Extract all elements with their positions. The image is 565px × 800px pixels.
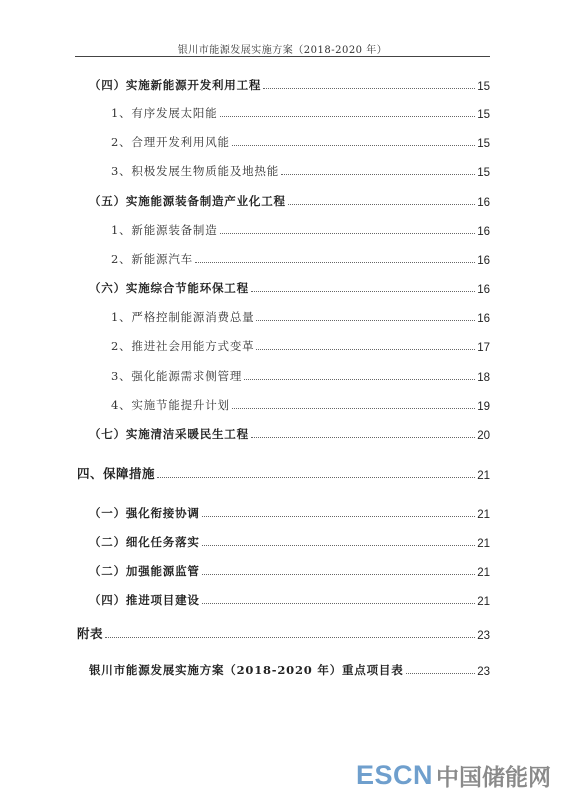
toc-dot-leader <box>220 116 476 117</box>
toc-entry-title: （二）细化任务落实 <box>89 535 200 549</box>
toc-entry[interactable] <box>89 561 490 579</box>
escn-watermark <box>356 759 551 792</box>
watermark-en: ESCN <box>355 760 433 790</box>
toc-page-number: 23 <box>477 666 490 678</box>
running-header: 银川市能源发展实施方案（2018-2020 年） <box>177 45 388 56</box>
toc-dot-leader <box>232 145 475 146</box>
toc-entry[interactable] <box>89 278 490 296</box>
toc-entry[interactable] <box>77 624 490 642</box>
toc-entry-title: （四）推进项目建设 <box>89 593 200 607</box>
toc-entry-title: 1、有序发展太阳能 <box>111 106 218 120</box>
toc-entry[interactable] <box>111 249 490 267</box>
toc-entry[interactable] <box>111 307 490 325</box>
toc-dot-leader <box>281 174 475 175</box>
toc-page-number: 19 <box>477 401 490 413</box>
toc-entry[interactable] <box>89 503 490 521</box>
toc-entry[interactable] <box>111 220 490 238</box>
toc-entry[interactable] <box>89 424 490 442</box>
toc-dot-leader <box>202 603 476 604</box>
toc-page-number: 16 <box>477 197 490 209</box>
toc-entry[interactable] <box>89 532 490 550</box>
toc-page-number: 18 <box>477 372 490 384</box>
toc-page-number: 16 <box>477 313 490 325</box>
toc-entry[interactable] <box>111 161 490 179</box>
toc-entry-title: 四、保障措施 <box>77 467 156 481</box>
toc-entry-title: （七）实施清洁采暖民生工程 <box>89 427 249 441</box>
toc-page-number: 21 <box>477 567 490 579</box>
toc-entry[interactable] <box>111 132 490 150</box>
toc-entry-title: 4、实施节能提升计划 <box>111 398 230 412</box>
header-rule <box>75 56 490 57</box>
toc-entry-title: （五）实施能源装备制造产业化工程 <box>89 194 286 208</box>
toc-entry-title: 3、积极发展生物质能及地热能 <box>111 164 280 178</box>
toc-entry-title: （二）加强能源监管 <box>89 564 200 578</box>
toc-entry[interactable] <box>111 336 490 354</box>
toc-entry-title: 2、新能源汽车 <box>111 252 193 266</box>
toc-entry[interactable] <box>89 590 490 608</box>
toc-entry-title: 附表 <box>77 627 104 641</box>
toc-entry-title: （六）实施综合节能环保工程 <box>89 281 249 295</box>
toc-dot-leader <box>202 516 476 517</box>
toc-entry[interactable] <box>89 660 490 678</box>
toc-page-number: 15 <box>477 109 490 121</box>
toc-page-number: 16 <box>477 255 490 267</box>
toc-entry[interactable] <box>111 366 490 384</box>
toc-entry-title: 银川市能源发展实施方案（2018-2020 年）重点项目表 <box>89 663 404 677</box>
toc-page-number: 21 <box>477 596 490 608</box>
toc-entry[interactable] <box>89 75 490 93</box>
toc-entry-title: 3、强化能源需求侧管理 <box>111 369 243 383</box>
toc-dot-leader <box>232 408 475 409</box>
toc-dot-leader <box>157 477 475 478</box>
toc-dot-leader <box>263 88 475 89</box>
toc-dot-leader <box>256 320 475 321</box>
toc-entry[interactable] <box>77 464 490 482</box>
toc-entry-title: 1、新能源装备制造 <box>111 223 218 237</box>
toc-dot-leader <box>256 349 475 350</box>
toc-page-number: 20 <box>477 430 490 442</box>
toc-dot-leader <box>220 233 476 234</box>
toc-entry[interactable] <box>89 191 490 209</box>
watermark-zh: 中国储能网 <box>436 764 551 790</box>
toc-dot-leader <box>288 204 475 205</box>
toc-entry[interactable] <box>111 103 490 121</box>
toc-page-number: 21 <box>477 470 490 482</box>
toc-entry-title: 2、合理开发利用风能 <box>111 135 230 149</box>
toc-dot-leader <box>251 291 475 292</box>
toc-dot-leader <box>202 545 476 546</box>
toc-entry-title: 1、严格控制能源消费总量 <box>111 310 255 324</box>
toc-page-number: 17 <box>477 342 490 354</box>
toc-dot-leader <box>105 637 475 638</box>
toc-dot-leader <box>406 673 476 674</box>
toc-entry[interactable] <box>111 395 490 413</box>
toc-page-number: 21 <box>477 509 490 521</box>
toc-entry-title: 2、推进社会用能方式变革 <box>111 339 255 353</box>
toc-page-number: 21 <box>477 538 490 550</box>
toc-page-number: 15 <box>477 138 490 150</box>
toc-entry-title: （一）强化衔接协调 <box>89 506 200 520</box>
toc-page-number: 16 <box>477 226 490 238</box>
toc-dot-leader <box>202 574 476 575</box>
toc-entry-title: （四）实施新能源开发利用工程 <box>89 78 262 92</box>
toc-page-number: 15 <box>477 167 490 179</box>
toc-page-number: 16 <box>477 284 490 296</box>
toc-dot-leader <box>244 379 475 380</box>
toc-dot-leader <box>251 437 475 438</box>
toc-dot-leader <box>195 262 475 263</box>
toc-page-number: 15 <box>477 81 490 93</box>
toc-page-number: 23 <box>477 630 490 642</box>
